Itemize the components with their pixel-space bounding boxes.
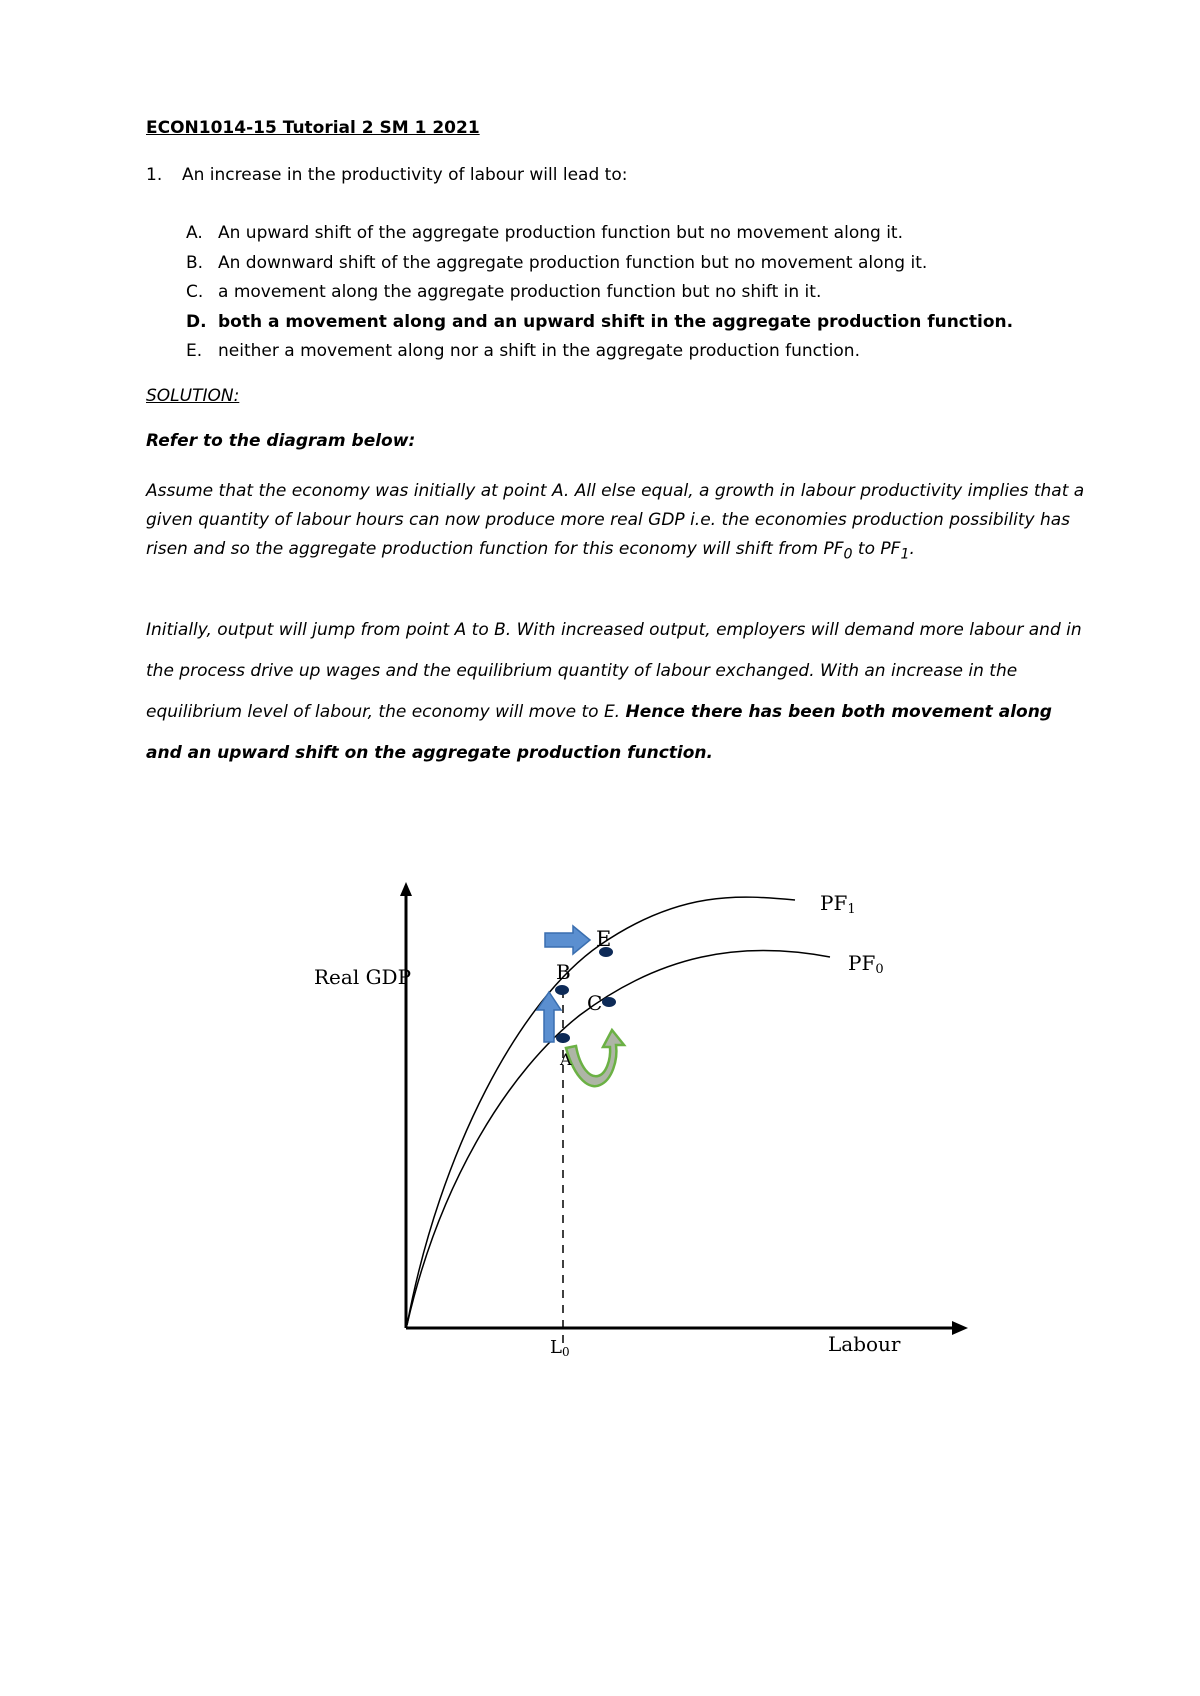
option-text: neither a movement along nor a shift in the aggregate production function.	[218, 341, 860, 361]
pf1-curve	[407, 897, 795, 1325]
solution-heading: SOLUTION:	[146, 386, 240, 406]
point-c-label: C	[587, 991, 603, 1015]
l0-label-main: L	[550, 1337, 562, 1358]
subscript: 1	[900, 546, 910, 563]
para1-text: to PF	[852, 539, 901, 559]
option-letter: C.	[186, 282, 204, 302]
option-text: An downward shift of the aggregate production function but no movement along it.	[218, 252, 928, 273]
point-a-label: A	[560, 1050, 572, 1069]
refer-diagram-text: Refer to the diagram below:	[146, 431, 416, 451]
pf1-label-sub: 1	[847, 902, 856, 917]
subscript: 0	[843, 546, 853, 563]
option-text: both a movement along and an upward shift in the aggregate production function.	[218, 311, 1014, 332]
point-a-marker	[556, 1033, 570, 1043]
pf0-label-sub: 0	[875, 962, 884, 977]
option-letter: A.	[186, 223, 203, 243]
para1-text: Assume that the economy was initially at point A. All else equal, a growth in labour productivity implies that a given quantity of labour hours can now produce more real GDP i.e. the economies production possibility has risen and so the aggregate production function for this economy will shift from PF	[146, 481, 1085, 559]
option-letter: B.	[186, 252, 204, 273]
option-text: An upward shift of the aggregate production function but no movement along it.	[218, 223, 903, 243]
point-e-label: E	[596, 927, 612, 951]
y-axis-arrowhead	[400, 882, 412, 896]
green-curved-arrow	[566, 1030, 624, 1086]
x-axis-arrowhead	[952, 1321, 968, 1335]
option-letter: D.	[186, 311, 207, 332]
point-b-marker	[555, 985, 569, 995]
option-letter: E.	[186, 341, 203, 361]
question-number: 1.	[146, 165, 163, 185]
blue-right-arrow	[545, 926, 590, 954]
para1-text: .	[909, 539, 915, 559]
l0-label	[550, 1337, 570, 1359]
para2-text: Initially, output will jump from point A to B. With increased output, employers will demand more labour and in the process drive up wages and the equilibrium quantity of labour exchanged. With an increase in the equilibrium level of labour, the economy will move to E.	[146, 620, 1082, 722]
question-text: An increase in the productivity of labour will lead to:	[182, 165, 628, 185]
point-c-marker	[602, 997, 616, 1007]
x-axis-label: Labour	[828, 1332, 901, 1356]
pf1-label	[820, 891, 856, 917]
pf0-label-main: PF	[848, 951, 876, 975]
pf0-label	[848, 951, 884, 977]
l0-label-sub: 0	[561, 1345, 570, 1359]
document-title: ECON1014-15 Tutorial 2 SM 1 2021	[146, 118, 480, 138]
pf0-curve	[407, 950, 830, 1325]
y-axis-label: Real GDP	[314, 965, 412, 989]
para2-bold-text: Hence there has been both movement along and an upward shift on the aggregate production function.	[146, 702, 1052, 763]
point-b-label: B	[556, 960, 571, 984]
option-text: a movement along the aggregate production function but no shift in it.	[218, 282, 822, 302]
pf1-label-main: PF	[820, 891, 848, 915]
